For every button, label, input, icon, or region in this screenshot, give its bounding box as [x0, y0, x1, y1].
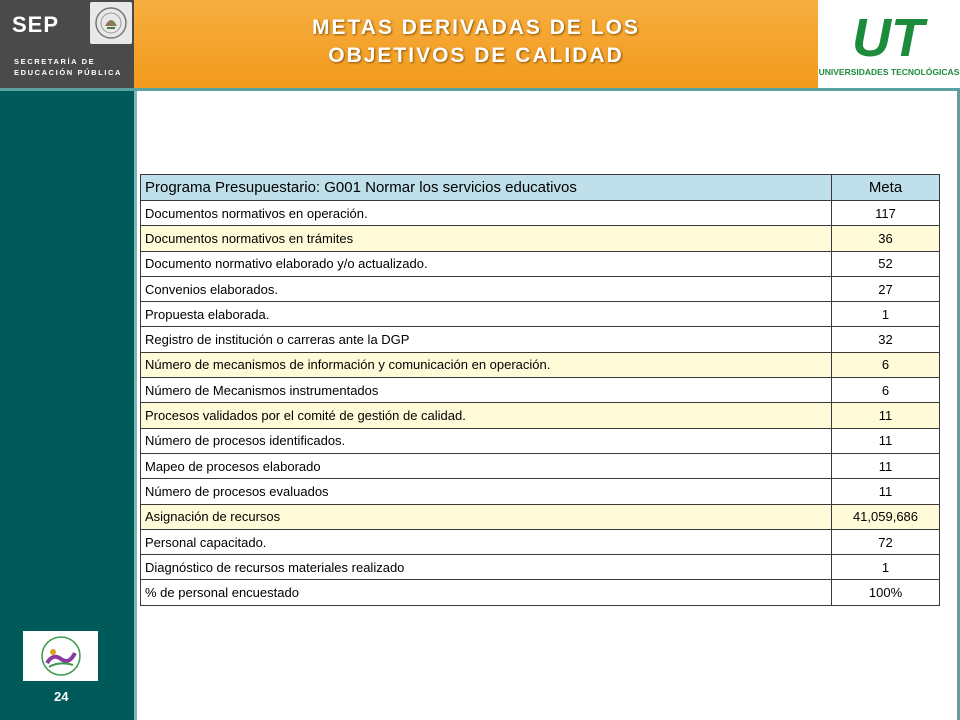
- ut-logo-icon: [848, 8, 928, 64]
- row-label-cell: Número de Mecanismos instrumentados: [141, 378, 832, 403]
- row-label-cell: Documento normativo elaborado y/o actualizado.: [141, 251, 832, 276]
- mexican-seal-icon: [90, 2, 132, 44]
- sep-subtitle: [14, 56, 122, 78]
- sep-logo-block: [0, 0, 134, 88]
- header-divider: [0, 88, 960, 91]
- sep-subtitle-line2: EDUCACIÓN PÚBLICA: [14, 68, 123, 77]
- table-row: [141, 302, 940, 327]
- table-row: [141, 201, 940, 226]
- header-program-cell: Programa Presupuestario: G001 Normar los servicios educativos: [141, 175, 832, 201]
- table-row: [141, 529, 940, 554]
- table-row: [141, 453, 940, 478]
- table-row: [141, 327, 940, 352]
- row-label-cell: Número de procesos identificados.: [141, 428, 832, 453]
- title-banner: [134, 0, 818, 88]
- page-title: [134, 14, 818, 70]
- row-label-cell: Número de procesos evaluados: [141, 479, 832, 504]
- row-meta-cell: 1: [832, 302, 940, 327]
- row-label-cell: Convenios elaborados.: [141, 276, 832, 301]
- row-label-cell: Procesos validados por el comité de gestión de calidad.: [141, 403, 832, 428]
- page-number: 24: [54, 689, 69, 704]
- table-row: [141, 251, 940, 276]
- table-row: [141, 352, 940, 377]
- table-row: [141, 555, 940, 580]
- page-title-line2: OBJETIVOS DE CALIDAD: [328, 44, 624, 67]
- ut-logo-text: UT: [852, 8, 924, 64]
- row-meta-cell: 52: [832, 251, 940, 276]
- row-meta-cell: 27: [832, 276, 940, 301]
- table-row: [141, 428, 940, 453]
- goals-table-body: [141, 175, 940, 606]
- table-row: [141, 276, 940, 301]
- table-row: [141, 580, 940, 605]
- sidebar: [0, 91, 134, 720]
- row-meta-cell: 11: [832, 403, 940, 428]
- page-title-line1: METAS DERIVADAS DE LOS: [312, 16, 640, 39]
- table-row: [141, 226, 940, 251]
- row-label-cell: Registro de institución o carreras ante la DGP: [141, 327, 832, 352]
- row-label-cell: Mapeo de procesos elaborado: [141, 453, 832, 478]
- row-label-cell: Documentos normativos en trámites: [141, 226, 832, 251]
- sep-logo-text: SEP: [12, 12, 60, 37]
- row-label-cell: Diagnóstico de recursos materiales realizado: [141, 555, 832, 580]
- row-label-cell: Propuesta elaborada.: [141, 302, 832, 327]
- row-meta-cell: 36: [832, 226, 940, 251]
- row-label-cell: Documentos normativos en operación.: [141, 201, 832, 226]
- sep-subtitle-line1: SECRETARÍA DE: [14, 57, 96, 66]
- row-meta-cell: 32: [832, 327, 940, 352]
- row-meta-cell: 11: [832, 453, 940, 478]
- table-header-row: [141, 175, 940, 201]
- row-label-cell: Personal capacitado.: [141, 529, 832, 554]
- row-meta-cell: 117: [832, 201, 940, 226]
- row-meta-cell: 41,059,686: [832, 504, 940, 529]
- row-meta-cell: 6: [832, 352, 940, 377]
- row-label-cell: Número de mecanismos de información y comunicación en operación.: [141, 352, 832, 377]
- row-meta-cell: 1: [832, 555, 940, 580]
- table-row: [141, 403, 940, 428]
- row-meta-cell: 72: [832, 529, 940, 554]
- quality-logo-icon: [23, 631, 98, 681]
- row-label-cell: Asignación de recursos: [141, 504, 832, 529]
- sidebar-divider: [134, 91, 137, 720]
- row-label-cell: % de personal encuestado: [141, 580, 832, 605]
- ut-caption: UNIVERSIDADES TECNOLÓGICAS: [818, 67, 960, 77]
- table-row: [141, 378, 940, 403]
- header-meta-cell: Meta: [832, 175, 940, 201]
- row-meta-cell: 11: [832, 479, 940, 504]
- row-meta-cell: 100%: [832, 580, 940, 605]
- table-row: [141, 504, 940, 529]
- row-meta-cell: 11: [832, 428, 940, 453]
- goals-table: [140, 174, 940, 606]
- table-row: [141, 479, 940, 504]
- ut-logo-block: [818, 0, 960, 88]
- row-meta-cell: 6: [832, 378, 940, 403]
